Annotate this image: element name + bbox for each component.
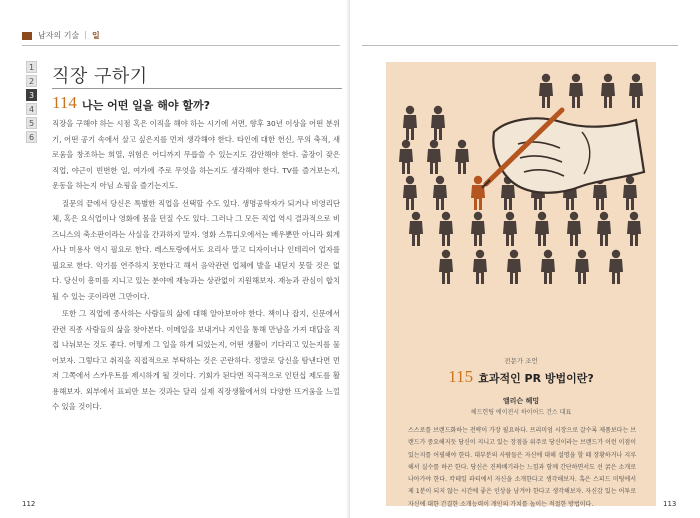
running-header — [22, 30, 342, 42]
chapter-tab-1[interactable]: 1 — [26, 61, 37, 73]
body-paragraph-3: 또한 그 직업에 종사하는 사람들의 삶에 대해 알아보아야 한다. 책이나 잡지, 신문에서 관련 직종 사람들의 삶을 찾아본다. 이메일을 보내거나 지인을 통해 만남을 가져 대답을 직접 나눠보는 것도 좋다. 어떻게 그 일을 하게 되었는지, 어떤 생활이 기다리고 있는지를 물어보자. 그렇다고 취직을 직접적으로 부탁하는 것은 곤란하다. 정말로 당신을 탐낸다면 먼저 그쪽에서 스카우트를 제시하게 될 것이다. 기회가 된다면 적극적으로 인턴십 제도를 활용해보자. 외부에서 표피만 보는 것과는 달리 실제 직장생활에서의 다양한 뜨거움을 느낄 수 있을 것이다. — [52, 309, 340, 411]
person-figure — [403, 106, 417, 140]
column-title — [386, 367, 656, 387]
person-figure — [455, 140, 469, 174]
person-figure — [427, 140, 441, 174]
person-figure — [403, 176, 417, 210]
body-paragraph-2: 질문의 끝에서 당신은 특별한 직업을 선택할 수도 있다. 생명공학자가 되거나 비영리단체, 혹은 요식업이나 영화에 몸을 던질 수도 있다. 그러나 그 모든 직업 역시 결과적으로 비즈니스의 축소판이라는 사실을 간과하지 말자. 영화 스튜디오에서는 배우뿐만 아니라 회계사나 미용사 역시 필요로 한다. 레스토랑에서도 요리사 말고 디자이너나 인테리어 업자를 필요로 한다. 악기를 연주하지 못한다고 해서 음악관련 업체에 발을 내딛지 못할 것은 없다. 당신이 흥미를 지니고 있는 분야에 재능과는 상관없이 지원해보자. 재능과 관심이 합치될 수 있는 곳이라면 그만이다. — [52, 198, 340, 301]
header-section: 남자의 기술 — [38, 31, 80, 40]
person-figure — [439, 212, 453, 246]
column-body: 스스로를 브랜드화하는 전략이 가장 필요하다. 프리미엄 시장으로 갈수록 제품보다는 브랜드가 중요해지듯 당신이 지니고 있는 장점을 위주로 당신이라는 브랜드가 이런 이점이 있는지를 어필해야 한다. 대부분의 사람들은 자신에 대해 설명을 할 때 장황하거나 지루해서 실수를 하곤 한다. 당신은 진짜배기라는 느낌과 함께 간단하면서도 선 굵은 소개로 나아가야 한다. 칵테일 파티에서 자신을 소개한다고 생각해보자. 혹은 스피드 미팅에서 제 1분이 되지 않는 시간에 좋은 인상을 남겨야 한다고 생각해보자. 자신감 있는 어투로 자신에 대한 간결한 소개능력이 개인의 가치를 높이는 적절한 방법이다. — [408, 427, 636, 508]
person-figure — [629, 74, 643, 108]
person-figure — [539, 74, 553, 108]
person-figure — [431, 106, 445, 140]
title-rule — [52, 88, 342, 89]
header-current: 일 — [92, 31, 100, 40]
person-figure — [575, 250, 589, 284]
person-figure — [399, 140, 413, 174]
body-text — [52, 116, 340, 415]
person-figure — [597, 212, 611, 246]
person-figure — [569, 74, 583, 108]
body-paragraph-1: 직장을 구해야 하는 시점 혹은 이직을 해야 하는 시기에 서면, 향후 30년 이상을 어떤 분위기, 어떤 공기 속에서 살고 싶은지를 먼저 생각해야 한다. 타인에 대한 헌신, 무의 축적, 새로움을 창조하는 희열, 위험은 어디까지 무릅쓸 수 있는지도 감안해야 한다. 출장이 잦은 직업, 야근이 빈번한 일, 여가에 주로 무엇을 하는지도 생각해야 한다. TV를 즐겨보는지, 운동을 하는지 아님 쇼핑을 즐기는지도. — [52, 119, 340, 190]
person-figure — [535, 212, 549, 246]
chapter-tab-2[interactable]: 2 — [26, 75, 37, 87]
chapter-tabs — [26, 61, 38, 145]
person-figure — [471, 212, 485, 246]
person-figure — [409, 212, 423, 246]
header-marker — [22, 32, 32, 40]
chapter-tab-5[interactable]: 5 — [26, 117, 37, 129]
question-title: 나는 어떤 일을 해야 할까? — [82, 99, 210, 112]
column-author: 앨리슨 헤밍 — [502, 397, 540, 405]
column-label: 전문가 조언 — [504, 357, 538, 365]
person-figure — [507, 250, 521, 284]
header-rule — [22, 45, 340, 46]
person-figure — [567, 212, 581, 246]
column-heading: 효과적인 PR 방법이란? — [478, 372, 594, 385]
right-page — [350, 0, 700, 518]
column-number: 115 — [448, 367, 474, 386]
chapter-tab-3[interactable]: 3 — [26, 89, 37, 101]
header-rule-right — [362, 45, 678, 46]
person-figure — [623, 176, 637, 210]
highlighted-figure — [471, 176, 485, 210]
page-number-left: 112 — [22, 500, 36, 508]
page-number-right: 113 — [663, 500, 677, 508]
header-separator: | — [84, 30, 87, 39]
chapter-tab-4[interactable]: 4 — [26, 103, 37, 115]
person-figure — [473, 250, 487, 284]
page-title: 직장 구하기 — [52, 66, 148, 87]
person-figure — [503, 212, 517, 246]
person-figure — [433, 176, 447, 210]
expert-column-panel — [386, 62, 656, 506]
person-figure — [609, 250, 623, 284]
question-number: 114 — [52, 93, 77, 112]
person-figure — [601, 74, 615, 108]
chapter-tab-6[interactable]: 6 — [26, 131, 37, 143]
person-figure — [439, 250, 453, 284]
hand-pencil-illustration — [386, 62, 656, 292]
person-figure — [627, 212, 641, 246]
person-figure — [541, 250, 555, 284]
column-author-role: 헤드헌팅 에이전시 하이어드 건스 대표 — [470, 409, 572, 416]
